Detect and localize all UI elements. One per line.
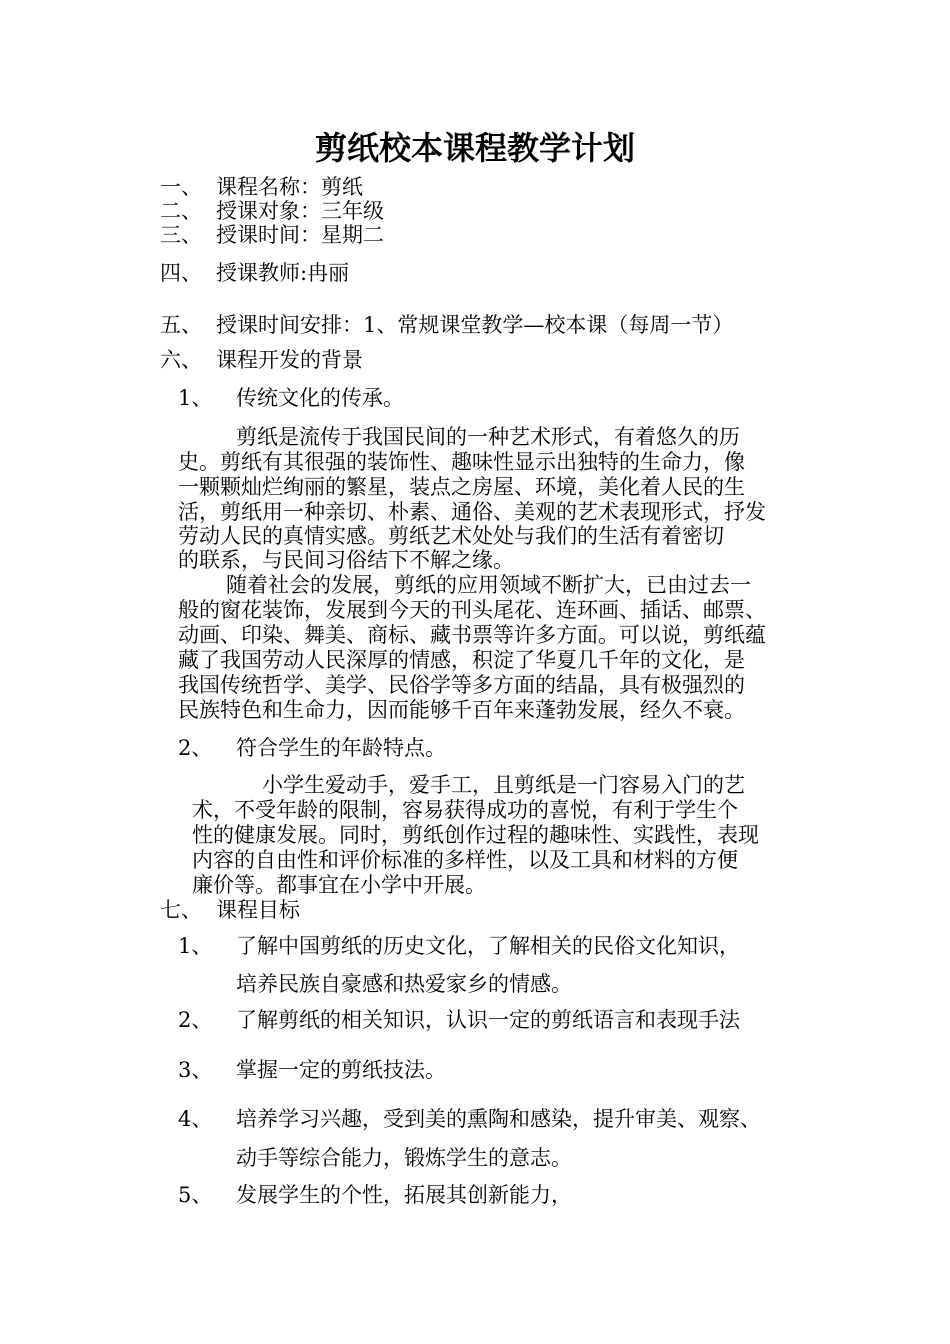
item-number: 一、	[160, 175, 202, 199]
item-class-time: 授课时间：星期二	[216, 223, 384, 247]
goal-line: 了解剪纸的相关知识，认识一定的剪纸语言和表现手法	[236, 1008, 740, 1032]
goal-number: 4、	[178, 1107, 213, 1131]
item-background-heading: 课程开发的背景	[216, 348, 363, 372]
goal-line: 动手等综合能力，锻炼学生的意志。	[236, 1146, 572, 1170]
paragraph-line: 一颗颗灿烂绚丽的繁星，装点之房屋、环境，美化着人民的生	[178, 475, 745, 499]
paragraph-line: 小学生爱动手，爱手工，且剪纸是一门容易入门的艺	[262, 773, 745, 797]
paragraph-line: 剪纸是流传于我国民间的一种艺术形式，有着悠久的历	[236, 425, 740, 449]
item-audience: 授课对象：三年级	[216, 199, 384, 223]
subitem-age-heading: 符合学生的年龄特点。	[236, 736, 446, 760]
paragraph-line: 般的窗花装饰，发展到今天的刊头尾花、连环画、插话、邮票、	[178, 598, 766, 622]
goal-number: 3、	[178, 1058, 213, 1082]
subitem-number: 1、	[178, 386, 213, 410]
item-number: 二、	[160, 199, 202, 223]
paragraph-line: 的联系，与民间习俗结下不解之缘。	[178, 548, 514, 572]
item-schedule: 授课时间安排：1、常规课堂教学—校本课（每周一节）	[216, 313, 734, 337]
subitem-tradition-heading: 传统文化的传承。	[236, 386, 404, 410]
paragraph-line: 劳动人民的真情实感。剪纸艺术处处与我们的生活有着密切	[178, 524, 724, 548]
goal-number: 1、	[178, 934, 213, 958]
document-title: 剪纸校本课程教学计划	[314, 129, 635, 167]
paragraph-line: 内容的自由性和评价标准的多样性，以及工具和材料的方便	[192, 848, 738, 872]
paragraph-line: 活，剪纸用一种亲切、朴素、通俗、美观的艺术表现形式，抒发	[178, 500, 766, 524]
goal-number: 2、	[178, 1008, 213, 1032]
paragraph-line: 我国传统哲学、美学、民俗学等多方面的结晶，具有极强烈的	[178, 673, 745, 697]
goals-heading: 课程目标	[216, 898, 300, 922]
goal-line: 了解中国剪纸的历史文化，了解相关的民俗文化知识，	[236, 934, 740, 958]
item-teacher: 授课教师:冉丽	[216, 261, 350, 285]
item-number: 四、	[160, 261, 202, 285]
paragraph-line: 动画、印染、舞美、商标、藏书票等许多方面。可以说，剪纸蕴	[178, 623, 766, 647]
goal-line: 掌握一定的剪纸技法。	[236, 1058, 446, 1082]
paragraph-line: 史。剪纸有其很强的装饰性、趣味性显示出独特的生命力，像	[178, 450, 745, 474]
item-number: 三、	[160, 223, 202, 247]
goal-line: 培养民族自豪感和热爱家乡的情感。	[236, 972, 572, 996]
paragraph-line: 随着社会的发展，剪纸的应用领域不断扩大，已由过去一	[226, 573, 751, 597]
goal-line: 发展学生的个性，拓展其创新能力，	[236, 1183, 572, 1207]
paragraph-line: 民族特色和生命力，因而能够千百年来蓬勃发展，经久不衰。	[178, 698, 745, 722]
paragraph-line: 性的健康发展。同时，剪纸创作过程的趣味性、实践性，表现	[192, 823, 759, 847]
item-number: 五、	[160, 313, 202, 337]
item-number: 七、	[160, 898, 202, 922]
item-number: 六、	[160, 348, 202, 372]
paragraph-line: 术，不受年龄的限制，容易获得成功的喜悦，有利于学生个	[192, 798, 738, 822]
subitem-number: 2、	[178, 736, 213, 760]
paragraph-line: 藏了我国劳动人民深厚的情感，积淀了华夏几千年的文化，是	[178, 648, 745, 672]
goal-number: 5、	[178, 1183, 213, 1207]
item-course-name: 课程名称：剪纸	[216, 175, 363, 199]
paragraph-line: 廉价等。都事宜在小学中开展。	[192, 873, 486, 897]
goal-line: 培养学习兴趣，受到美的熏陶和感染，提升审美、观察、	[236, 1107, 761, 1131]
